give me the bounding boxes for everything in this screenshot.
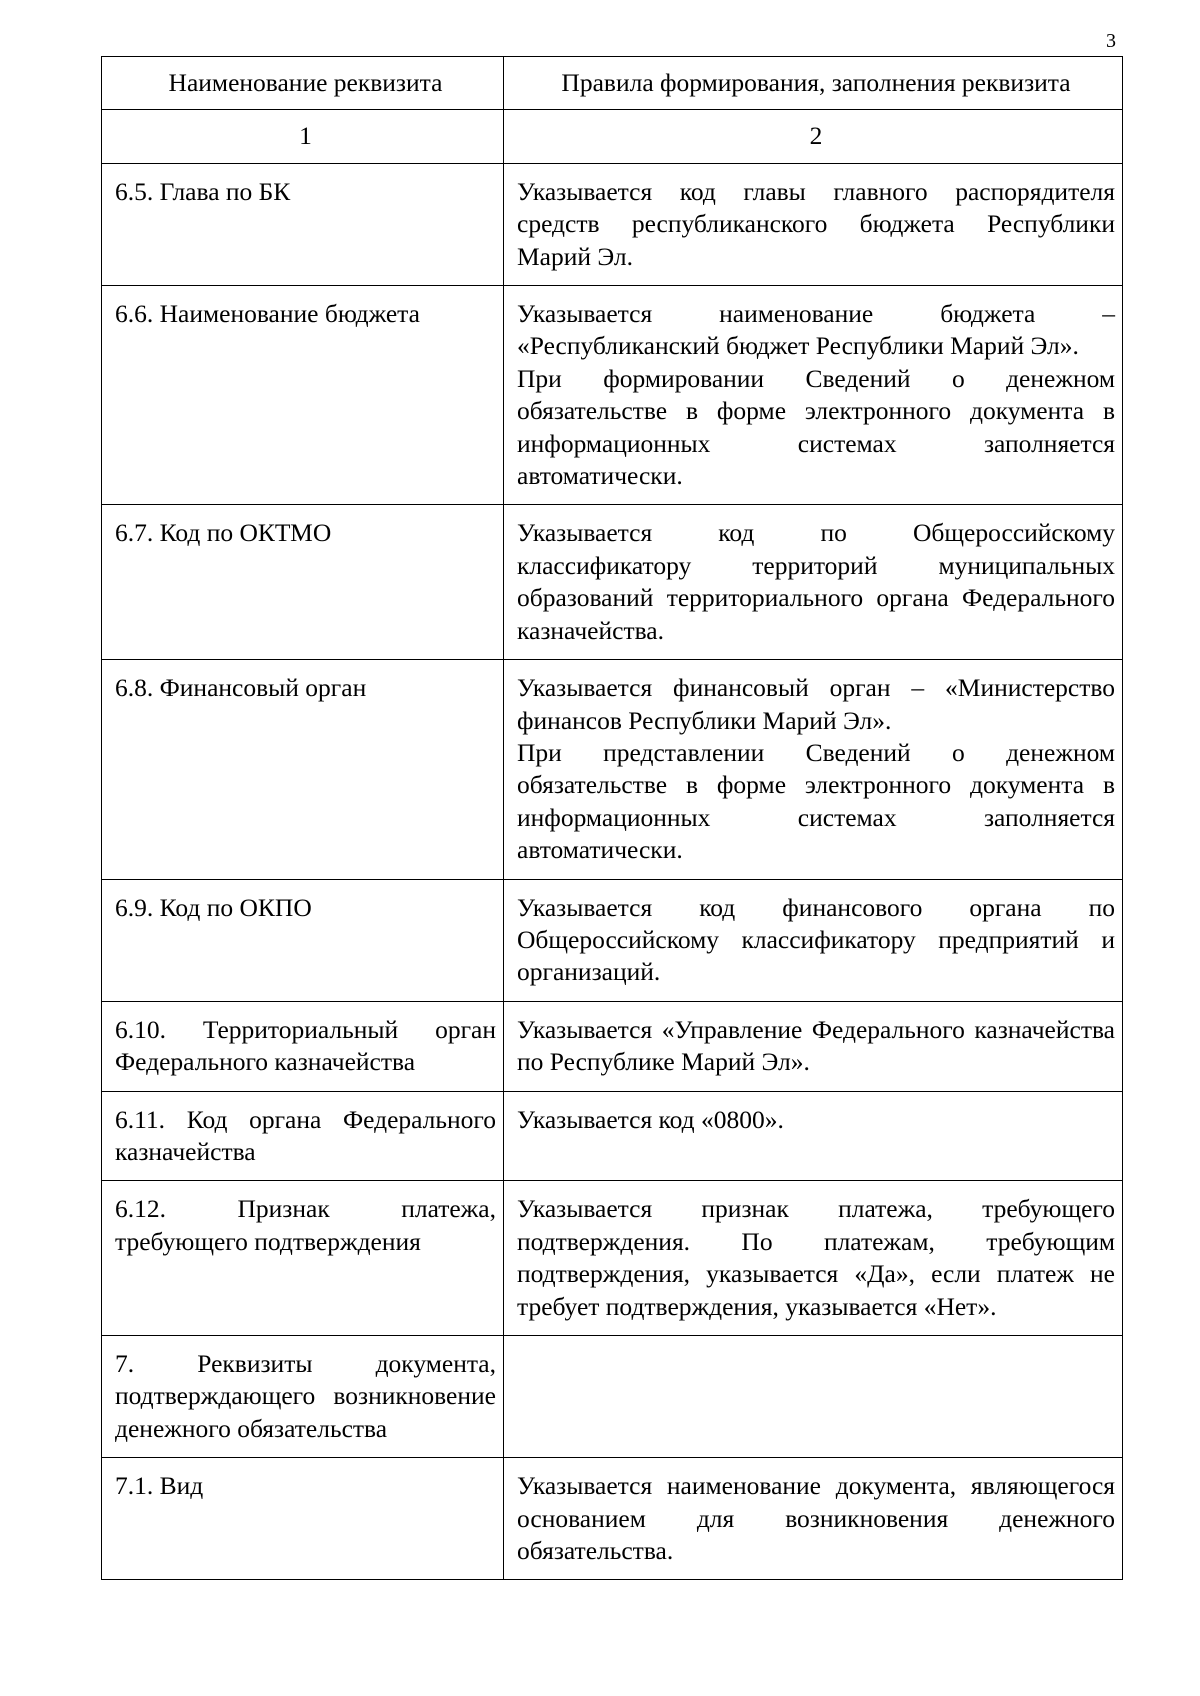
header-filling-rules: Правила формирования, заполнения реквизита bbox=[504, 57, 1123, 110]
requisite-name: 6.8. Финансовый орган bbox=[115, 673, 367, 703]
table-row bbox=[102, 1181, 1123, 1336]
column-number-row bbox=[102, 110, 1123, 163]
filling-rule-paragraph: Указывается «Управление Федерального казначейства по Республике Марий Эл». bbox=[517, 1014, 1115, 1077]
requisite-name-cell bbox=[102, 660, 504, 879]
table-row bbox=[102, 505, 1123, 660]
requisite-name-cell bbox=[102, 286, 504, 505]
header-requisite-name: Наименование реквизита bbox=[102, 57, 504, 110]
page-number: 3 bbox=[1106, 30, 1116, 52]
requisite-name-cell bbox=[102, 1001, 504, 1091]
filling-rule-paragraph: Указывается код «0800». bbox=[517, 1104, 784, 1134]
table-row bbox=[102, 1091, 1123, 1181]
filling-rules-cell bbox=[504, 163, 1123, 285]
filling-rules-cell bbox=[504, 660, 1123, 879]
filling-rules-cell bbox=[504, 879, 1123, 1001]
filling-rule-paragraph: Указывается наименование бюджета – «Республиканский бюджет Республики Марий Эл». bbox=[517, 299, 1115, 361]
requisite-name: 6.9. Код по ОКПО bbox=[115, 892, 312, 922]
requisite-name: 6.10. Территориальный орган Федерального казначейства bbox=[115, 1014, 496, 1077]
requisite-name-cell bbox=[102, 505, 504, 660]
filling-rules-cell bbox=[504, 1181, 1123, 1336]
requisite-name: 6.5. Глава по БК bbox=[115, 176, 291, 206]
requisite-name-cell bbox=[102, 1458, 504, 1580]
table-header-row bbox=[102, 57, 1123, 110]
requisite-name-cell bbox=[102, 163, 504, 285]
table-row bbox=[102, 286, 1123, 505]
filling-rules-cell bbox=[504, 1001, 1123, 1091]
requisite-name-cell bbox=[102, 1181, 504, 1336]
filling-rule-paragraph: Указывается финансовый орган – «Министерство финансов Республики Марий Эл». bbox=[517, 673, 1115, 735]
filling-rule-paragraph: Указывается код по Общероссийскому классификатору территорий муниципальных образований территориального органа Федерального казначейства. bbox=[517, 518, 1115, 645]
filling-rule-paragraph: При представлении Сведений о денежном обязательстве в форме электронного документа в информационных системах заполняется автоматически. bbox=[517, 737, 1115, 865]
column-number: 1 bbox=[102, 110, 504, 163]
requisite-name-cell bbox=[102, 1336, 504, 1458]
filling-rules-cell bbox=[504, 505, 1123, 660]
requisite-name: 6.11. Код органа Федерального казначейства bbox=[115, 1104, 496, 1166]
requisite-name-cell bbox=[102, 879, 504, 1001]
requisite-name: 6.12. Признак платежа, требующего подтверждения bbox=[115, 1194, 496, 1256]
filling-rule-paragraph: Указывается наименование документа, являющегося основанием для возникновения денежного обязательства. bbox=[517, 1471, 1115, 1566]
table-row bbox=[102, 163, 1123, 285]
filling-rules-cell bbox=[504, 1458, 1123, 1580]
filling-rule-paragraph: При формировании Сведений о денежном обязательстве в форме электронного документа в информационных системах заполняется автоматически. bbox=[517, 363, 1115, 491]
requisite-name: 7.1. Вид bbox=[115, 1471, 204, 1501]
requisite-name-cell bbox=[102, 1091, 504, 1181]
filling-rules-cell bbox=[504, 1091, 1123, 1181]
requisite-name: 7. Реквизиты документа, подтверждающего возникновение денежного обязательства bbox=[115, 1349, 496, 1443]
filling-rule-paragraph: Указывается признак платежа, требующего подтверждения. По платежам, требующим подтверждения, указывается «Да», если платеж не требует подтверждения, указывается «Нет». bbox=[517, 1194, 1115, 1321]
table-row bbox=[102, 1001, 1123, 1091]
column-number: 2 bbox=[504, 110, 1123, 163]
table-row bbox=[102, 660, 1123, 879]
filling-rules-cell bbox=[504, 1336, 1123, 1458]
requisite-name: 6.7. Код по ОКТМО bbox=[115, 518, 332, 548]
filling-rule-paragraph: Указывается код финансового органа по Общероссийскому классификатору предприятий и организаций. bbox=[517, 892, 1115, 987]
filling-rules-cell bbox=[504, 286, 1123, 505]
filling-rule-paragraph: Указывается код главы главного распорядителя средств республиканского бюджета Республики Марий Эл. bbox=[517, 176, 1115, 271]
table-row bbox=[102, 1458, 1123, 1580]
requisites-table bbox=[101, 56, 1123, 1580]
table-row bbox=[102, 1336, 1123, 1458]
requisite-name: 6.6. Наименование бюджета bbox=[115, 299, 420, 329]
table-row bbox=[102, 879, 1123, 1001]
